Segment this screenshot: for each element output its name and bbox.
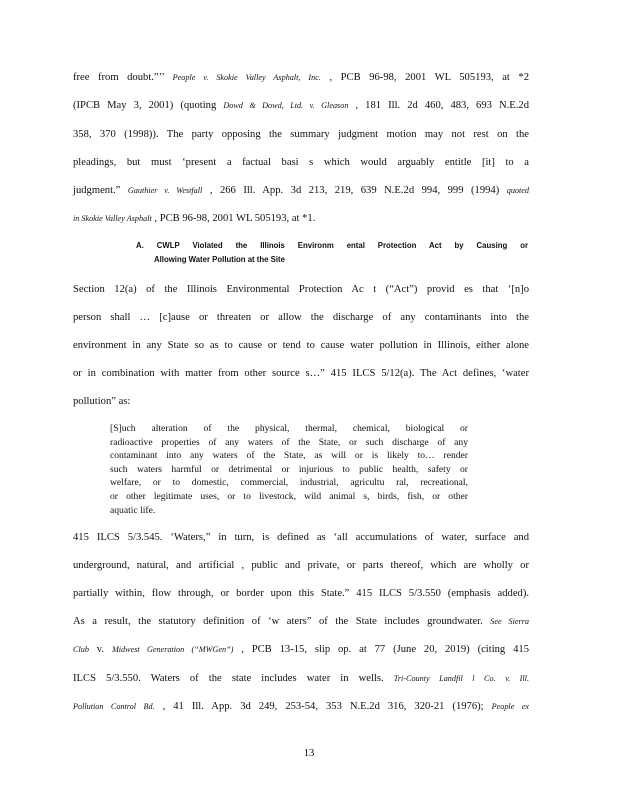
citation-text: Dowd & Dowd, Ltd. v. Gleason bbox=[223, 101, 349, 110]
quote-line: or other legitimate uses, or to livestock, wild animal s, birds, fish, or other bbox=[110, 491, 468, 502]
citation-text: quoted bbox=[506, 186, 530, 195]
text-line bbox=[73, 212, 529, 226]
body-text: free from doubt.”’’ bbox=[73, 72, 173, 83]
body-text: , PCB 13-15, slip op. at 77 (June 20, 2019) (citing 415 bbox=[233, 644, 529, 655]
text-line bbox=[73, 643, 529, 657]
body-text: , 41 Ill. App. 3d 249, 253-54, 353 N.E.2d 316, 320-21 (1976); bbox=[154, 701, 492, 712]
body-text: , 181 Ill. 2d 460, 483, 693 N.E.2d bbox=[348, 100, 529, 111]
citation-text: People ex bbox=[491, 702, 530, 711]
section-heading-line-2: Allowing Water Pollution at the Site bbox=[154, 255, 285, 264]
quote-line: welfare, or to domestic, commercial, industrial, agricultu ral, recreational, bbox=[110, 477, 468, 489]
citation-text: Club bbox=[73, 645, 89, 654]
citation-text: Pollution Control Bd. bbox=[73, 702, 155, 711]
citation-text: See Sierra bbox=[490, 617, 529, 626]
text-line bbox=[73, 615, 529, 629]
quote-line: such waters harmful or detrimental or injurious to public health, safety or bbox=[110, 463, 468, 475]
body-text: , PCB 96-98, 2001 WL 505193, at *1. bbox=[151, 213, 316, 224]
body-text: (IPCB May 3, 2001) (quoting bbox=[73, 100, 224, 111]
citation-text: Tri-County Landfil l Co. v. Ill. bbox=[393, 674, 529, 683]
body-text: , 266 Ill. App. 3d 213, 219, 639 N.E.2d 994, 999 (1994) bbox=[202, 185, 507, 196]
citation-text: in Skokie Valley Asphalt bbox=[73, 214, 152, 223]
text-line bbox=[73, 156, 529, 170]
section-heading-line-1: A. CWLP Violated the Illinois Environm ental Protection Act by Causing or bbox=[136, 241, 528, 250]
text-line: pollution” as: bbox=[73, 396, 131, 407]
text-line bbox=[73, 71, 529, 85]
text-line bbox=[73, 99, 529, 113]
text-line: person shall … [c]ause or threaten or allow the discharge of any contaminants into the bbox=[73, 312, 529, 323]
text-line bbox=[73, 531, 529, 545]
text-line bbox=[73, 672, 529, 686]
citation-text: Midwest Generation (“MWGen”) bbox=[111, 645, 234, 654]
body-text: 358, 370 (1998)). The party opposing the summary judgment motion may not rest on the bbox=[73, 129, 529, 140]
quote-line: radioactive properties of any waters of the State, or such discharge of any bbox=[110, 436, 468, 448]
body-text: underground, natural, and artificial , public and private, or parts thereof, which are wholly or bbox=[73, 560, 529, 571]
body-text: ILCS 5/3.550. Waters of the state includes water in wells. bbox=[73, 673, 394, 684]
citation-text: Gauthier v. Westfall bbox=[127, 186, 203, 195]
text-line bbox=[73, 587, 529, 601]
body-text: judgment.” bbox=[73, 185, 128, 196]
text-line: environment in any State so as to cause or tend to cause water pollution in Illinois, either alone bbox=[73, 340, 529, 351]
text-line: or in combination with matter from other source s…” 415 ILCS 5/12(a). The Act defines, ‘water bbox=[73, 368, 529, 379]
quote-line: contaminant into any waters of the State, as will or is likely to… render bbox=[110, 450, 468, 462]
text-line bbox=[73, 184, 529, 198]
body-text: 415 ILCS 5/3.545. ‘Waters,” in turn, is defined as ‘all accumulations of water, surface and bbox=[73, 532, 529, 543]
body-text: v. bbox=[88, 644, 112, 655]
text-line: Section 12(a) of the Illinois Environmental Protection Ac t (“Act”) provid es that ‘[n]o bbox=[73, 284, 529, 295]
body-text: As a result, the statutory definition of ‘w aters” of the State includes groundwater. bbox=[73, 616, 491, 627]
text-line bbox=[73, 559, 529, 573]
body-text: , PCB 96-98, 2001 WL 505193, at *2 bbox=[320, 72, 530, 83]
text-line bbox=[73, 700, 529, 714]
citation-text: People v. Skokie Valley Asphalt, Inc. bbox=[172, 73, 321, 82]
body-text: pleadings, but must ‘present a factual basi s which would arguably entitle [it] to a bbox=[73, 157, 529, 168]
quote-line: aquatic life. bbox=[110, 504, 156, 516]
body-text: partially within, flow through, or border upon this State.” 415 ILCS 5/3.550 (emphasis added). bbox=[73, 588, 529, 599]
text-line bbox=[73, 128, 529, 142]
quote-line: [S]uch alteration of the physical, thermal, chemical, biological or bbox=[110, 423, 468, 434]
page-number: 13 bbox=[303, 748, 315, 759]
